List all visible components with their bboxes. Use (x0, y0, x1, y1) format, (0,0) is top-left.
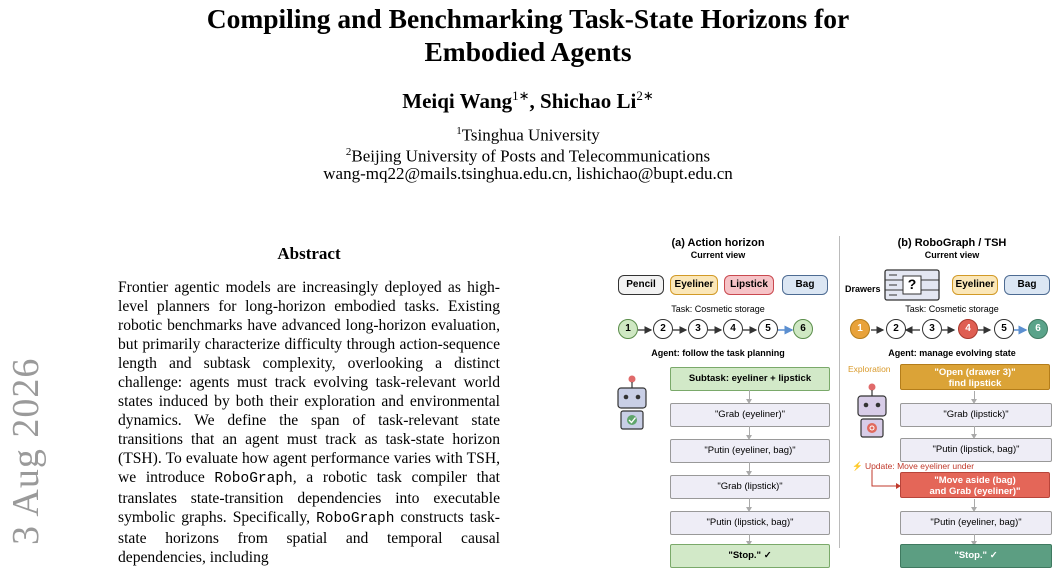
panel-a-step-3: "Putin (eyeliner, bag)" (670, 439, 830, 463)
aff1-sup: 1 (456, 125, 462, 137)
panel-b-node-1: 1 (850, 319, 870, 339)
object-lipstick: Lipstick (724, 275, 774, 295)
author-1: Meiqi Wang (402, 89, 513, 113)
author-2-affiliation: 2∗ (636, 88, 654, 103)
panel-b-agent-label: Agent: manage evolving state (888, 348, 1016, 358)
panel-a-node-6: 6 (793, 319, 813, 339)
panel-a-node-4: 4 (723, 319, 743, 339)
panel-b-arrow-2 (974, 426, 975, 435)
panel-b-task: Task: Cosmetic storage (905, 304, 999, 314)
object-eyeliner-b: Eyeliner (952, 275, 998, 295)
panel-b-step-3: "Putin (lipstick, bag)" (900, 438, 1052, 462)
update-arrow (868, 470, 904, 492)
abstract-text-1: Frontier agentic models are increasingly deployed as high-level planners for long-horizon embodied tasks. Existing robotic benchmarks have advanced long-horizon evaluation, but primarily characterize difficulty through action-sequence length and subtask complexity, overlooking a distinct challenge: agents must track evolving task-relevant world states induced by both their exploration and environmental dynamics. We define the span of task-relevant state transitions that an agent must track as task-state horizon (TSH). To evaluate how agent performance varies with TSH, we introduce (118, 279, 500, 486)
panel-a-current-view: Current view (690, 250, 746, 260)
panel-b-node-4: 4 (958, 319, 978, 339)
panel-b-title: (b) RoboGraph / TSH (897, 237, 1007, 249)
object-bag: Bag (782, 275, 828, 295)
abstract-text-2: , a robotic task compiler that translates state-transition dependencies into executable symbolic graphs. Specifically, (118, 469, 500, 526)
affiliation-2 (0, 142, 1056, 167)
panel-b-step-2: "Grab (lipstick)" (900, 403, 1052, 427)
object-bag-b: Bag (1004, 275, 1050, 295)
panel-b-step-1-line-2: find lipstick (948, 378, 1002, 389)
panel-b-node-arrows (848, 318, 1048, 342)
author-1-affiliation: 1∗ (512, 88, 530, 103)
abstract-code-robograph: RoboGraph (214, 471, 293, 487)
update-label: ⚡ Update: Move eyeliner under (852, 461, 975, 471)
panel-b-step-6: "Stop." ✓ (900, 544, 1052, 568)
panel-a-title: (a) Action horizon (671, 237, 765, 249)
author-separator: , (529, 89, 541, 113)
panel-b-step-1-line-1: "Open (drawer 3)" (934, 367, 1016, 378)
aff2-text: Beijing University of Posts and Telecommunications (351, 146, 711, 166)
panel-a-step-5: "Putin (lipstick, bag)" (670, 511, 830, 535)
panel-a-node-3: 3 (688, 319, 708, 339)
panel-b-arrow-1 (974, 391, 975, 400)
panel-a-arrow-1 (749, 390, 750, 400)
panel-a-arrow-5 (749, 534, 750, 542)
object-eyeliner: Eyeliner (670, 275, 718, 295)
panel-b-arrow-4 (974, 499, 975, 508)
exploration-label: Exploration (848, 364, 891, 374)
panel-a-step-2: "Grab (eyeliner)" (670, 403, 830, 427)
aff2-sup: 2 (345, 146, 352, 158)
arxiv-watermark: 3 Aug 2026 (5, 357, 47, 545)
authors (0, 88, 1056, 114)
panel-b-node-2: 2 (886, 319, 906, 339)
paper-title (0, 2, 1056, 68)
panel-b-step-4-line-2: and Grab (eyeliner)" (929, 486, 1021, 497)
panel-a-node-2: 2 (653, 319, 673, 339)
panel-a-node-5: 5 (758, 319, 778, 339)
drawers-label: Drawers (845, 284, 881, 294)
panel-a-step-4: "Grab (lipstick)" (670, 475, 830, 499)
panel-b-node-6: 6 (1028, 319, 1048, 339)
author-2: Shichao Li (540, 89, 637, 113)
panel-b-step-4 (900, 472, 1050, 498)
panel-b-arrow-5 (974, 534, 975, 542)
panel-a-arrow-3 (749, 462, 750, 472)
object-pencil: Pencil (618, 275, 664, 295)
panel-a-node-1: 1 (618, 319, 638, 339)
panel-a-node-arrows (618, 318, 818, 342)
abstract-heading: Abstract (277, 244, 341, 263)
abstract-text-3: constructs task-state horizons from spatial and temporal causal dependencies, including (118, 509, 500, 566)
robot-icon-b (852, 382, 892, 446)
panel-a-agent-label: Agent: follow the task planning (651, 348, 785, 358)
figure-1 (600, 232, 1056, 561)
title-line-2: Embodied Agents (424, 36, 632, 67)
robot-icon (612, 374, 652, 438)
panel-b-node-3: 3 (922, 319, 942, 339)
aff1-text: Tsinghua University (461, 125, 600, 145)
panel-b-step-1 (900, 364, 1050, 390)
panel-a-arrow-4 (749, 498, 750, 508)
drawer-question-mark: ? (907, 276, 917, 292)
panel-divider (839, 236, 840, 548)
panel-a-arrow-2 (749, 426, 750, 436)
panel-b-node-5: 5 (994, 319, 1014, 339)
title-line-1: Compiling and Benchmarking Task-State Horizons for (206, 3, 850, 34)
panel-a-task: Task: Cosmetic storage (671, 304, 765, 314)
abstract-code-robograph-2: RoboGraph (316, 511, 395, 527)
panel-b-step-5: "Putin (eyeliner, bag)" (900, 511, 1052, 535)
panel-b-current-view: Current view (924, 250, 980, 260)
emails: wang-mq22@mails.tsinghua.edu.cn, lishichao@bupt.edu.cn (323, 164, 733, 183)
panel-b-step-4-line-1: "Move aside (bag) (934, 475, 1016, 486)
panel-a-step-6: "Stop." ✓ (670, 544, 830, 568)
panel-a-step-1: Subtask: eyeliner + lipstick (670, 367, 830, 391)
abstract-body (118, 278, 500, 567)
